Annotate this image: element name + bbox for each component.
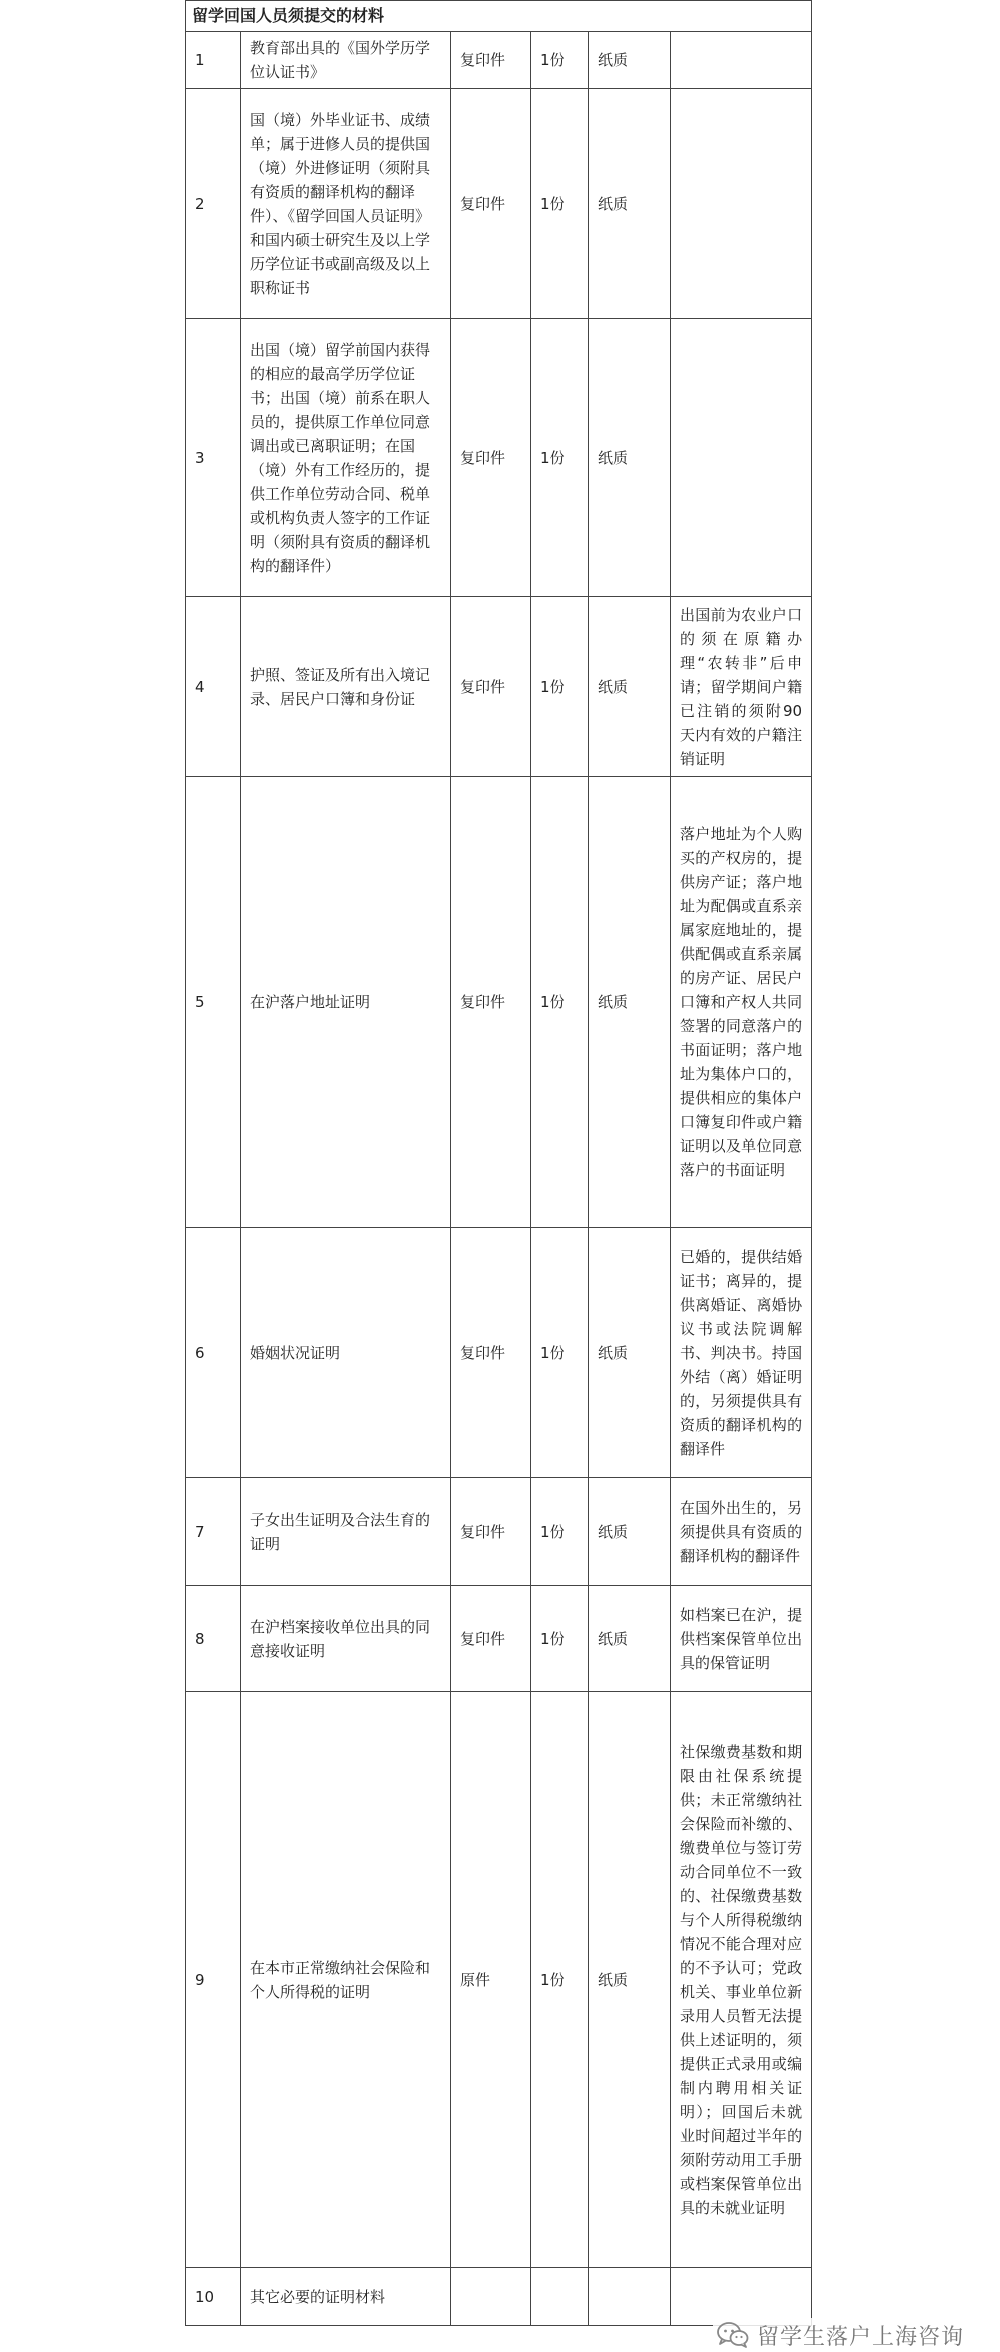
copy-type-cell: 复印件 [451, 1478, 531, 1586]
table-row [186, 89, 812, 319]
medium-cell: 纸质 [589, 89, 671, 319]
row-index: 6 [186, 1228, 241, 1478]
note-cell [671, 2268, 812, 2326]
material-cell: 子女出生证明及合法生育的证明 [241, 1478, 451, 1586]
row-index: 10 [186, 2268, 241, 2326]
table-row [186, 32, 812, 89]
table-row [186, 2268, 812, 2326]
quantity-cell: 1份 [531, 597, 589, 777]
material-cell: 其它必要的证明材料 [241, 2268, 451, 2326]
wechat-icon [717, 2322, 749, 2348]
copy-type-cell: 复印件 [451, 1228, 531, 1478]
medium-cell: 纸质 [589, 1692, 671, 2268]
note-cell: 如档案已在沪，提供档案保管单位出具的保管证明 [671, 1586, 812, 1692]
material-cell: 教育部出具的《国外学历学位认证书》 [241, 32, 451, 89]
table-row [186, 1586, 812, 1692]
table-row [186, 777, 812, 1228]
copy-type-cell: 复印件 [451, 89, 531, 319]
medium-cell [589, 2268, 671, 2326]
quantity-cell [531, 2268, 589, 2326]
material-cell: 护照、签证及所有出入境记录、居民户口簿和身份证 [241, 597, 451, 777]
table-row [186, 1478, 812, 1586]
medium-cell: 纸质 [589, 32, 671, 89]
material-cell: 国（境）外毕业证书、成绩单；属于进修人员的提供国（境）外进修证明（须附具有资质的翻译机构的翻译件）、《留学回国人员证明》和国内硕士研究生及以上学历学位证书或副高级及以上职称证书 [241, 89, 451, 319]
material-cell: 婚姻状况证明 [241, 1228, 451, 1478]
note-cell: 出国前为农业户口的须在原籍办理“农转非”后申请；留学期间户籍已注销的须附90天内有效的户籍注销证明 [671, 597, 812, 777]
table-row [186, 319, 812, 597]
copy-type-cell: 复印件 [451, 1586, 531, 1692]
medium-cell: 纸质 [589, 777, 671, 1228]
note-cell: 社保缴费基数和期限由社保系统提供；未正常缴纳社会保险而补缴的、缴费单位与签订劳动合同单位不一致的、社保缴费基数与个人所得税缴纳情况不能合理对应的不予认可；党政机关、事业单位新录用人员暂无法提供上述证明的，须提供正式录用或编制内聘用相关证明）；回国后未就业时间超过半年的须附劳动用工手册或档案保管单位出具的未就业证明 [671, 1692, 812, 2268]
note-cell: 已婚的，提供结婚证书；离异的，提供离婚证、离婚协议书或法院调解书、判决书。持国外结（离）婚证明的，另须提供具有资质的翻译机构的翻译件 [671, 1228, 812, 1478]
note-cell [671, 32, 812, 89]
quantity-cell: 1份 [531, 319, 589, 597]
material-cell: 在沪档案接收单位出具的同意接收证明 [241, 1586, 451, 1692]
quantity-cell: 1份 [531, 777, 589, 1228]
watermark-text: 留学生落户上海咨询 [756, 2324, 964, 2350]
medium-cell: 纸质 [589, 319, 671, 597]
quantity-cell: 1份 [531, 1228, 589, 1478]
table-row [186, 1228, 812, 1478]
copy-type-cell: 原件 [451, 1692, 531, 2268]
materials-table [185, 0, 812, 2326]
row-index: 7 [186, 1478, 241, 1586]
row-index: 5 [186, 777, 241, 1228]
row-index: 4 [186, 597, 241, 777]
copy-type-cell: 复印件 [451, 319, 531, 597]
quantity-cell: 1份 [531, 1478, 589, 1586]
medium-cell: 纸质 [589, 1586, 671, 1692]
quantity-cell: 1份 [531, 32, 589, 89]
copy-type-cell [451, 2268, 531, 2326]
material-cell: 在本市正常缴纳社会保险和个人所得税的证明 [241, 1692, 451, 2268]
material-cell: 出国（境）留学前国内获得的相应的最高学历学位证书；出国（境）前系在职人员的，提供原工作单位同意调出或已离职证明；在国（境）外有工作经历的，提供工作单位劳动合同、税单或机构负责人签字的工作证明（须附具有资质的翻译机构的翻译件） [241, 319, 451, 597]
row-index: 8 [186, 1586, 241, 1692]
watermark [713, 2318, 968, 2352]
copy-type-cell: 复印件 [451, 597, 531, 777]
table-row [186, 597, 812, 777]
material-cell: 在沪落户地址证明 [241, 777, 451, 1228]
medium-cell: 纸质 [589, 597, 671, 777]
row-index: 2 [186, 89, 241, 319]
quantity-cell: 1份 [531, 89, 589, 319]
table-row [186, 1692, 812, 2268]
medium-cell: 纸质 [589, 1228, 671, 1478]
medium-cell: 纸质 [589, 1478, 671, 1586]
note-cell [671, 319, 812, 597]
quantity-cell: 1份 [531, 1586, 589, 1692]
row-index: 1 [186, 32, 241, 89]
copy-type-cell: 复印件 [451, 777, 531, 1228]
note-cell: 落户地址为个人购买的产权房的，提供房产证；落户地址为配偶或直系亲属家庭地址的，提供配偶或直系亲属的房产证、居民户口簿和产权人共同签署的同意落户的书面证明；落户地址为集体户口的，提供相应的集体户口簿复印件或户籍证明以及单位同意落户的书面证明 [671, 777, 812, 1228]
table-title: 留学回国人员须提交的材料 [186, 1, 812, 32]
row-index: 9 [186, 1692, 241, 2268]
copy-type-cell: 复印件 [451, 32, 531, 89]
note-cell: 在国外出生的，另须提供具有资质的翻译机构的翻译件 [671, 1478, 812, 1586]
note-cell [671, 89, 812, 319]
table-header-row [186, 1, 812, 32]
quantity-cell: 1份 [531, 1692, 589, 2268]
row-index: 3 [186, 319, 241, 597]
